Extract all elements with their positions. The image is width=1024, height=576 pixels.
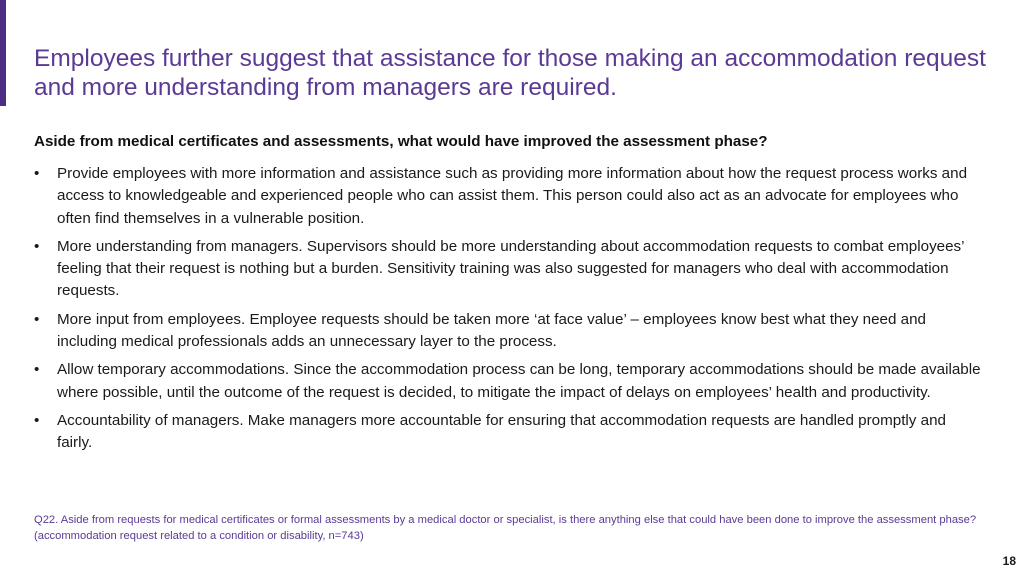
- bullet-text: More understanding from managers. Supervisors should be more understanding about accommodation requests to combat employees’ feeling that their request is nothing but a burden. Sensitivity training was also suggested for managers who deal with accommodation requests.: [57, 237, 964, 300]
- question-heading: Aside from medical certificates and assessments, what would have improved the assessment phase?: [34, 133, 768, 150]
- bullet-text: Provide employees with more information and assistance such as providing more information about how the request process works and access to knowledgeable and experienced people who can assist them. This person could also act as an advocate for employees who often find themselves in a vulnerable position.: [57, 165, 968, 227]
- accent-bar: [0, 0, 6, 106]
- bullet-item-accountability: [34, 410, 984, 455]
- bullet-item-input: [34, 309, 984, 354]
- bullet-text: Allow temporary accommodations. Since the accommodation process can be long, temporary accommodations should be made available where possible, until the outcome of the request is decided, to mitigate the impact of delays on employees’ health and productivity.: [57, 361, 981, 401]
- bullet-text: Accountability of managers. Make managers more accountable for ensuring that accommodation requests are handled promptly and fairly.: [57, 411, 946, 452]
- bullet-marker: •: [34, 411, 40, 429]
- bullet-marker: •: [34, 237, 40, 255]
- bullet-marker: •: [34, 310, 40, 328]
- bullet-item-information: [34, 163, 984, 230]
- bullet-list: [34, 163, 984, 461]
- bullet-item-temporary: [34, 359, 984, 404]
- bullet-marker: •: [34, 165, 40, 182]
- page-title: Employees further suggest that assistance for those making an accommodation request and more understanding from managers are required.: [34, 45, 986, 101]
- bullet-marker: •: [34, 361, 40, 379]
- bullet-text: More input from employees. Employee requests should be taken more ‘at face value’ – employees know best what they need and including medical professionals adds an unnecessary layer to the process.: [57, 310, 926, 351]
- footnote: Q22. Aside from requests for medical certificates or formal assessments by a medical doctor or specialist, is there anything else that could have been done to improve the assessment phase? (accommodation request related to a condition or disability, n=743): [34, 514, 977, 542]
- bullet-item-understanding: [34, 236, 984, 303]
- page-number: 18: [1002, 554, 1016, 568]
